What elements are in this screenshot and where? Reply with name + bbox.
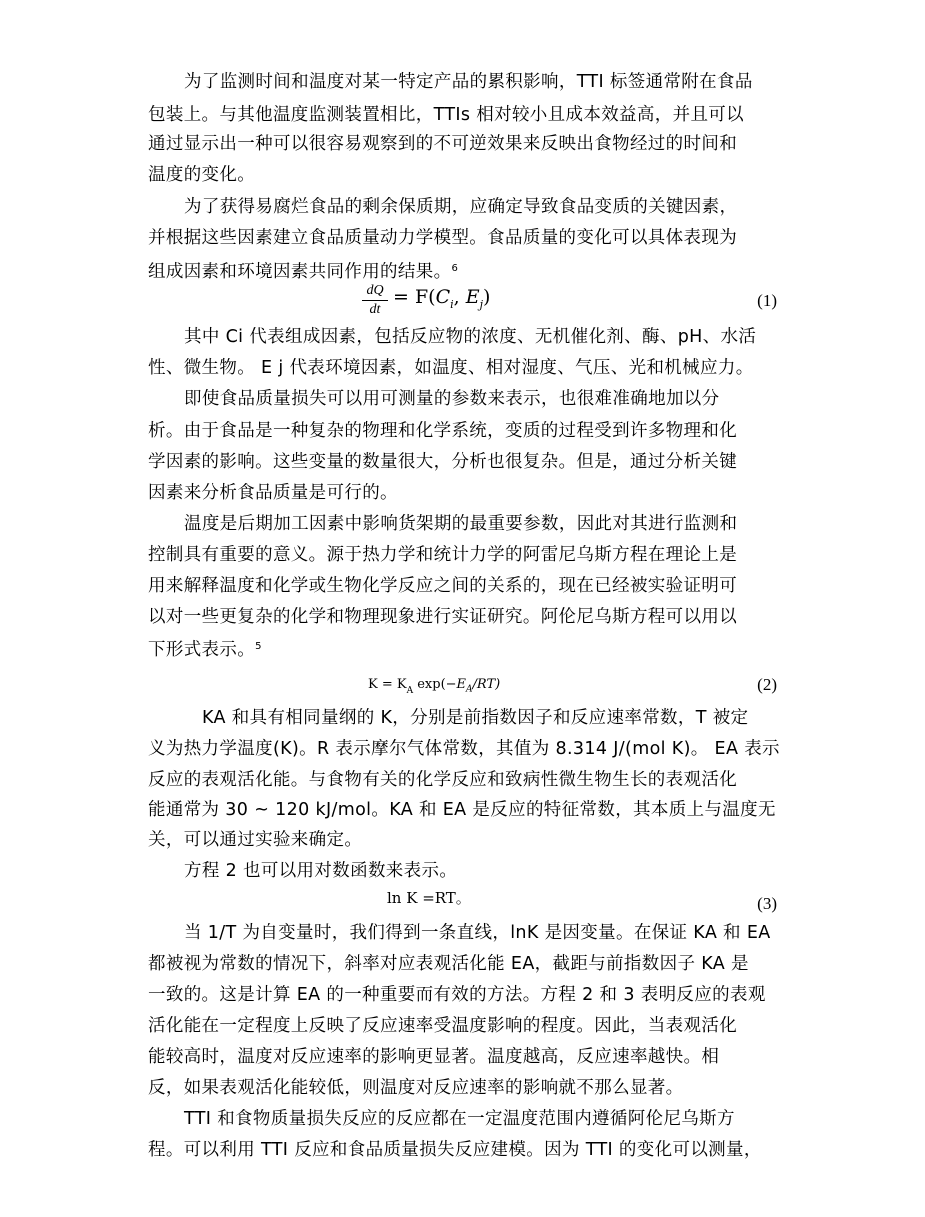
p9-line-2: 程。可以利用 TTI 反应和食品质量损失反应建模。因为 TTI 的变化可以测量， — [148, 1140, 762, 1160]
eq2-ea-sub: A — [466, 684, 473, 695]
p4-line-2: 析。由于食品是一种复杂的物理和化学系统，变质的过程受到许多物理和化 — [148, 421, 738, 441]
p2-line-1: 为了获得易腐烂食品的剩余保质期，应确定导致食品变质的关键因素， — [184, 197, 738, 217]
p6-line-4: 能通常为 30 ~ 120 kJ/mol。KA 和 EA 是反应的特征常数，其本质上与温度无 — [148, 800, 776, 820]
p8-line-2: 都被视为常数的情况下，斜率对应表观活化能 EA，截距与前指数因子 KA 是 — [148, 954, 749, 974]
p3-line-1: 其中 Ci 代表组成因素，包括反应物的浓度、无机催化剂、酶、pH、水活 — [184, 327, 757, 347]
eq1-comma: , — [453, 286, 466, 308]
eq2-rhs: exp(− — [413, 677, 457, 692]
equation-2-number: (2) — [757, 675, 777, 694]
citation-ref-5: 5 — [255, 641, 262, 652]
p1-line-1: 为了监测时间和温度对某一特定产品的累积影响，TTI 标签通常附在食品 — [184, 72, 753, 92]
p5-line-5 — [148, 636, 262, 661]
p8-line-3: 一致的。这是计算 EA 的一种重要而有效的方法。方程 2 和 3 表明反应的表观 — [148, 985, 766, 1005]
eq1-e-sub: j — [479, 297, 484, 311]
p1-line-2: 包装上。与其他温度监测装置相比，TTIs 相对较小且成本效益高，并且可以 — [148, 105, 745, 125]
eq2-tail: /RT) — [472, 677, 501, 692]
p4-line-1: 即使食品质量损失可以用可测量的参数来表示，也很难准确地加以分 — [184, 389, 720, 409]
eq1-close: ) — [483, 286, 491, 308]
p8-line-6: 反，如果表观活化能较低，则温度对反应速率的影响就不那么显著。 — [148, 1078, 684, 1098]
p1-line-4: 温度的变化。 — [148, 165, 256, 185]
p5-line-5-text: 下形式表示。 — [148, 640, 256, 660]
equation-1-fraction — [362, 283, 388, 318]
equation-1-rhs — [393, 286, 490, 311]
citation-ref-6: 6 — [451, 263, 459, 274]
p5-line-4: 以对一些更复杂的化学和物理现象进行实证研究。阿伦尼乌斯方程可以用以 — [148, 607, 738, 627]
eq1-denominator: dt — [369, 302, 381, 317]
eq2-lhs: K = K — [368, 677, 407, 692]
p8-line-4: 活化能在一定程度上反映了反应速率受温度影响的程度。因此，当表观活化 — [148, 1016, 738, 1036]
p5-line-1: 温度是后期加工因素中影响货架期的最重要参数，因此对其进行监测和 — [184, 514, 738, 534]
p9-line-1: TTI 和食物质量损失反应的反应都在一定温度范围内遵循阿伦尼乌斯方 — [184, 1109, 735, 1129]
p3-line-2: 性、微生物。 E j 代表环境因素，如温度、相对湿度、气压、光和机械应力。 — [148, 358, 754, 378]
p5-line-2: 控制具有重要的意义。源于热力学和统计力学的阿雷尼乌斯方程在理论上是 — [148, 545, 738, 565]
p4-line-3: 学因素的影响。这些变量的数量很大，分析也很复杂。但是，通过分析关键 — [148, 452, 738, 472]
equation-2 — [368, 677, 500, 696]
eq1-numerator: dQ — [366, 283, 384, 298]
eq1-e: E — [465, 286, 480, 308]
eq1-fraction-bar — [362, 300, 388, 301]
p6-line-3: 反应的表观活化能。与食物有关的化学反应和致病性微生物生长的表观活化 — [148, 770, 738, 790]
eq1-rhs-prefix: = F( — [393, 286, 436, 308]
equation-1-number: (1) — [757, 291, 777, 310]
p6-line-5: 关，可以通过实验来确定。 — [148, 830, 363, 850]
eq1-c-sub: i — [450, 297, 454, 311]
p6-line-1: KA 和具有相同量纲的 K，分别是前指数因子和反应速率常数，T 被定 — [202, 708, 749, 728]
p2-line-3 — [148, 258, 458, 283]
p1-line-3: 通过显示出一种可以很容易观察到的不可逆效果来反映出食物经过的时间和 — [148, 134, 738, 154]
p5-line-3: 用来解释温度和化学或生物化学反应之间的关系的，现在已经被实验证明可 — [148, 576, 738, 596]
p6-line-2: 义为热力学温度(K)。R 表示摩尔气体常数，其值为 8.314 J/(mol K)。 EA 表示 — [148, 739, 780, 759]
p4-line-4: 因素来分析食品质量是可行的。 — [148, 483, 398, 503]
p8-line-1: 当 1/T 为自变量时，我们得到一条直线，lnK 是因变量。在保证 KA 和 EA — [184, 923, 771, 943]
eq2-sub-a: A — [406, 686, 414, 696]
eq2-ea: E — [456, 677, 467, 692]
p2-line-3-text: 组成因素和环境因素共同作用的结果。 — [148, 262, 452, 282]
p2-line-2: 并根据这些因素建立食品质量动力学模型。食品质量的变化可以具体表现为 — [148, 228, 738, 248]
eq1-c: C — [435, 286, 451, 308]
p7-line-1: 方程 2 也可以用对数函数来表示。 — [184, 861, 458, 881]
equation-3: ln K =RT。 — [387, 889, 471, 907]
p8-line-5: 能较高时，温度对反应速率的影响更显著。温度越高，反应速率越快。相 — [148, 1047, 720, 1067]
equation-3-number: (3) — [757, 894, 777, 913]
